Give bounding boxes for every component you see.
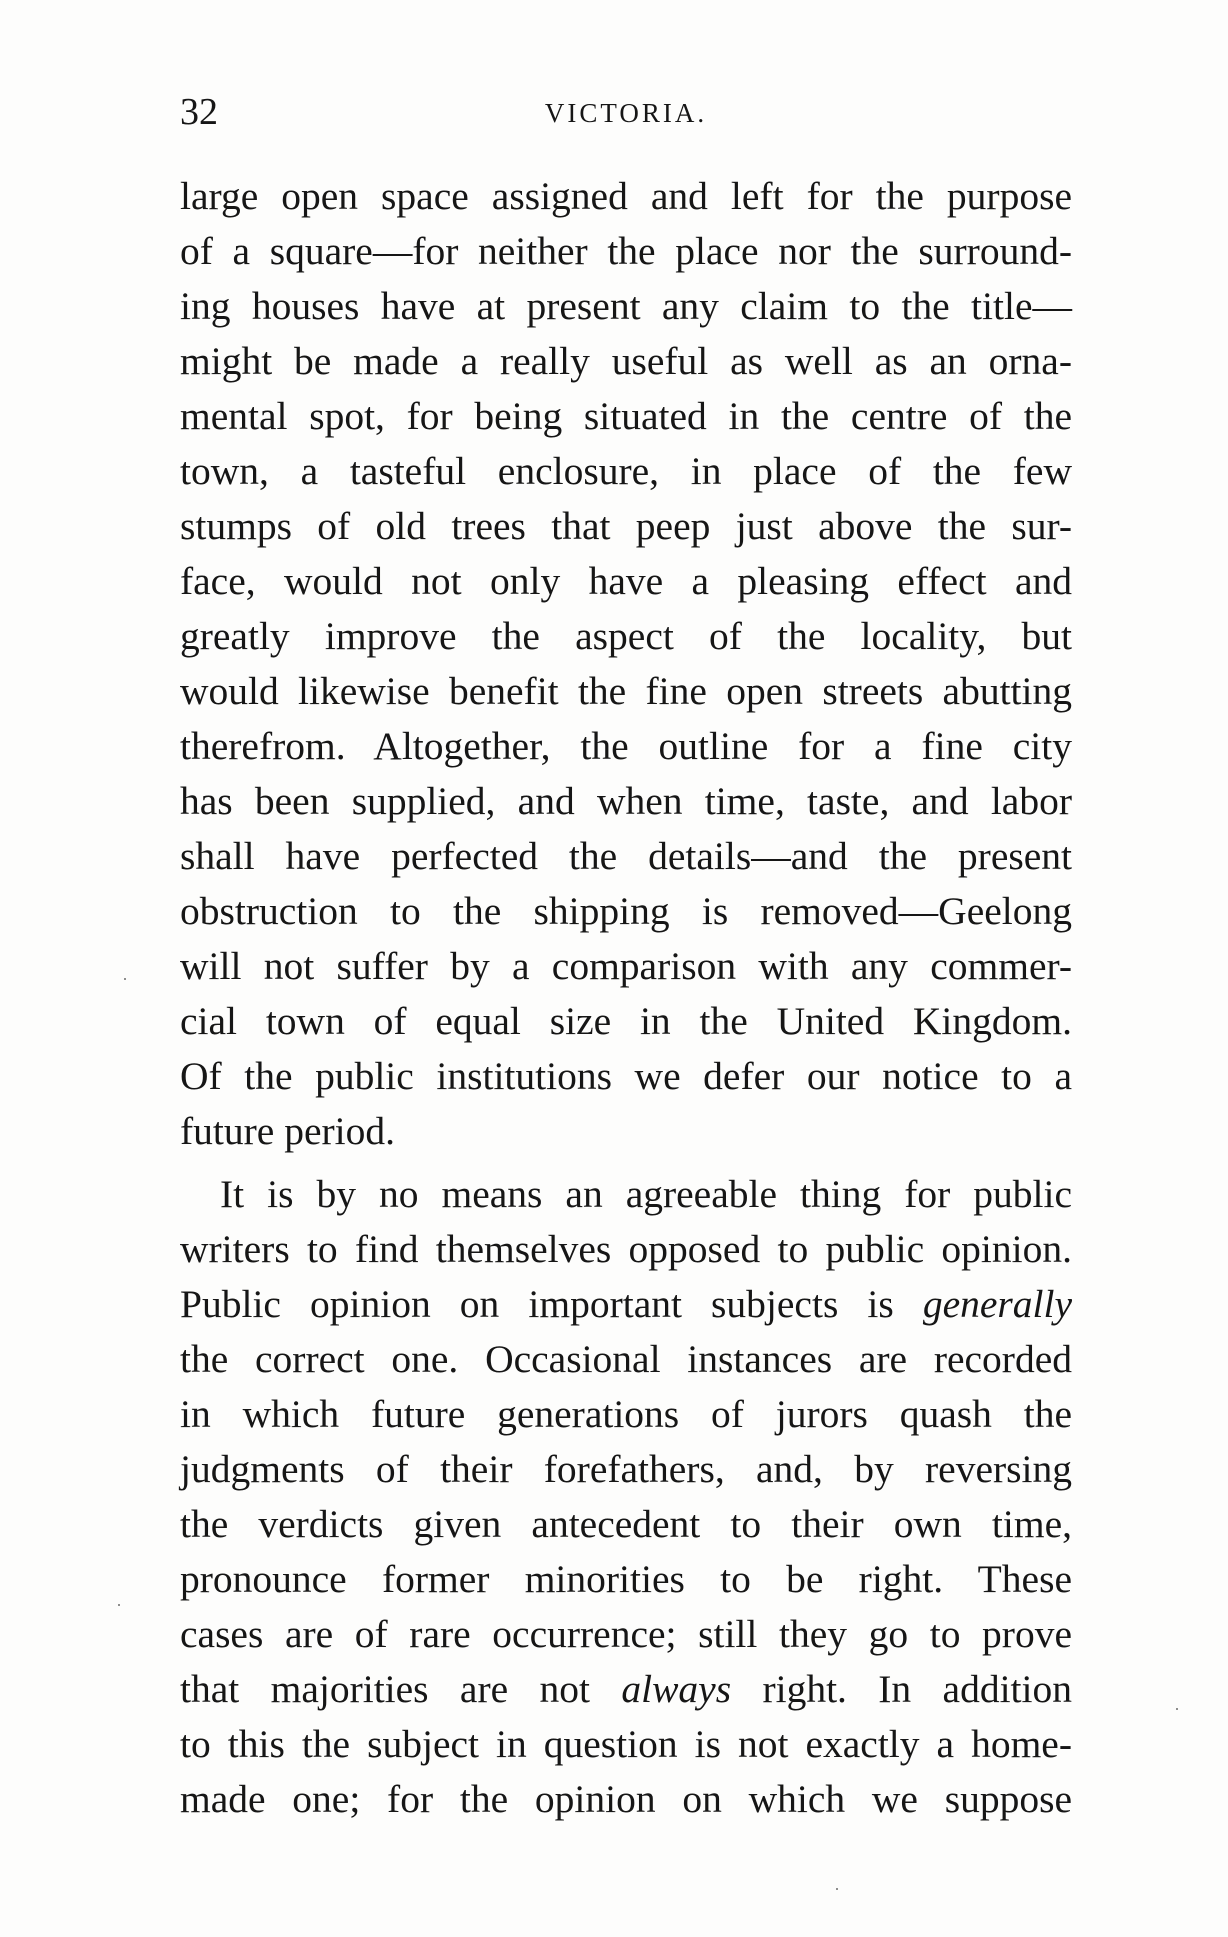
text-line: in which future generations of jurors quash the: [180, 1392, 1072, 1436]
text-line: mental spot, for being situated in the centre of the: [180, 394, 1072, 438]
italic-emphasis: generally: [922, 1282, 1072, 1326]
text-line: cial town of equal size in the United Kingdom.: [180, 999, 1072, 1043]
text-line: the correct one. Occasional instances are recorded: [180, 1337, 1072, 1381]
text-line: future period.: [180, 1109, 395, 1153]
print-speck: [124, 978, 126, 980]
print-speck: [118, 1604, 120, 1606]
text-line: writers to find themselves opposed to public opinion.: [180, 1227, 1072, 1271]
text-line: to this the subject in question is not exactly a home-: [180, 1722, 1072, 1766]
text-line: shall have perfected the details—and the present: [180, 834, 1072, 878]
text-line: judgments of their forefathers, and, by reversing: [180, 1447, 1072, 1491]
text-line: greatly improve the aspect of the locality, but: [180, 614, 1072, 658]
body-text: [180, 169, 1072, 1827]
running-title: VICTORIA.: [544, 98, 708, 128]
text-line: pronounce former minorities to be right. These: [180, 1557, 1072, 1601]
text-line: stumps of old trees that peep just above the sur-: [180, 504, 1072, 548]
text-line: face, would not only have a pleasing effect and: [180, 559, 1072, 603]
text-line: Public opinion on important subjects is generally: [180, 1282, 1072, 1326]
text-line: the verdicts given antecedent to their own time,: [180, 1502, 1072, 1546]
text-line: made one; for the opinion on which we suppose: [180, 1777, 1072, 1821]
print-speck: [1176, 1708, 1178, 1710]
text-line: obstruction to the shipping is removed—Geelong: [180, 889, 1072, 933]
text-line: Of the public institutions we defer our notice to a: [180, 1054, 1072, 1098]
paragraph: [180, 169, 1072, 1159]
text-line: will not suffer by a comparison with any commer-: [180, 944, 1072, 988]
text-line: of a square—for neither the place nor the surround-: [180, 229, 1072, 273]
paragraph: [180, 1167, 1072, 1827]
text-line: It is by no means an agreeable thing for public: [220, 1172, 1072, 1216]
text-line: might be made a really useful as well as an orna-: [180, 339, 1072, 383]
text-line: that majorities are not always right. In addition: [180, 1667, 1072, 1711]
print-speck: [836, 1888, 838, 1890]
paragraph-gap: [180, 1159, 1072, 1167]
text-line: cases are of rare occurrence; still they go to prove: [180, 1612, 1072, 1656]
italic-emphasis: always: [621, 1667, 732, 1711]
page-number: 32: [180, 91, 218, 133]
text-line: therefrom. Altogether, the outline for a fine city: [180, 724, 1072, 768]
running-head: [180, 92, 1072, 132]
text-line: would likewise benefit the fine open streets abutting: [180, 669, 1072, 713]
text-line: town, a tasteful enclosure, in place of the few: [180, 449, 1072, 493]
text-line: has been supplied, and when time, taste, and labor: [180, 779, 1072, 823]
text-line: ing houses have at present any claim to the title—: [180, 284, 1072, 328]
text-line: large open space assigned and left for the purpose: [180, 174, 1072, 218]
